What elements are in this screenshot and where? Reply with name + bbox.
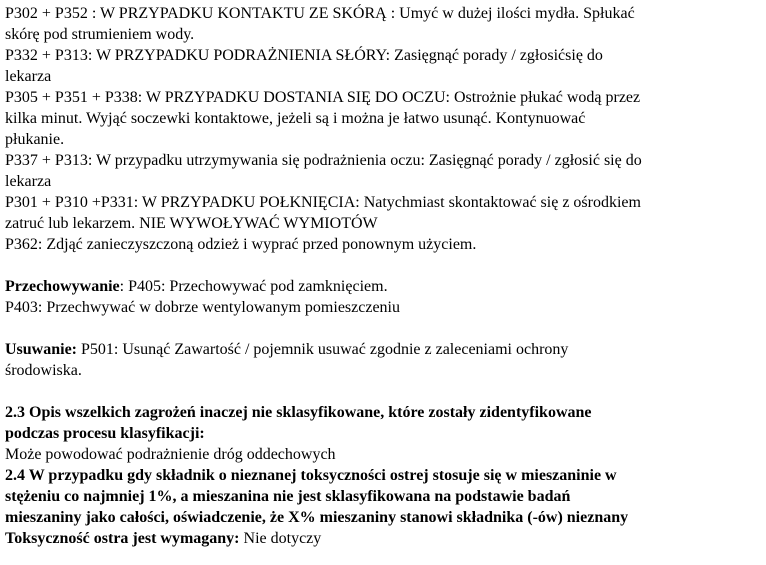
acute-toxicity-label: Toksyczność ostra jest wymagany:: [5, 530, 240, 547]
precaution-line: zatruć lub lekarzem. NIE WYWOŁYWAĆ WYMIOTÓW: [5, 215, 378, 232]
precaution-line: lekarza: [5, 68, 52, 85]
paragraph-gap: [5, 381, 761, 402]
precaution-line: P332 + P313: W PRZYPADKU PODRAŻNIENIA SŁÓRY: Zasięgnąć porady / zgłosićsię do: [5, 47, 603, 64]
precaution-line: P337 + P313: W przypadku utrzymywania się podrażnienia oczu: Zasięgnąć porady / zgłosić się do: [5, 152, 642, 169]
storage-block: [5, 276, 761, 318]
sds-document: [5, 3, 761, 549]
precaution-line: P302 + P352 : W PRZYPADKU KONTAKTU ZE SKÓRĄ : Umyć w dużej ilości mydła. Spłukać: [5, 5, 635, 22]
disposal-label: Usuwanie:: [5, 341, 78, 358]
section-2-3-heading: 2.3 Opis wszelkich zagrożeń inaczej nie sklasyfikowane, które zostały zidentyfikowane: [5, 404, 592, 421]
precaution-line: kilka minut. Wyjąć soczewki kontaktowe, jeżeli są i można je łatwo usunąć. Kontynuować: [5, 110, 586, 127]
section-2-4: [5, 465, 761, 549]
section-2-3-heading: podczas procesu klasyfikacji:: [5, 425, 205, 442]
storage-text: : P405: Przechowywać pod zamknięciem.: [119, 278, 388, 295]
precaution-line: skórę pod strumieniem wody.: [5, 26, 195, 43]
disposal-block: [5, 339, 761, 381]
precaution-line: P301 + P310 +P331: W PRZYPADKU POŁKNIĘCIA: Natychmiast skontaktować się z ośrodkiem: [5, 194, 641, 211]
storage-line-1: [5, 276, 761, 297]
paragraph-gap: [5, 255, 761, 276]
section-2-4-last-line: [5, 528, 761, 549]
precaution-line: P305 + P351 + P338: W PRZYPADKU DOSTANIA SIĘ DO OCZU: Ostrożnie płukać wodą przez: [5, 89, 641, 106]
disposal-text: P501: Usunąć Zawartość / pojemnik usuwać zgodnie z zaleceniami ochrony: [77, 341, 569, 358]
storage-line-2: P403: Przechwywać w dobrze wentylowanym pomieszczeniu: [5, 299, 400, 316]
section-2-4-heading: stężeniu co najmniej 1%, a mieszanina nie jest sklasyfikowana na podstawie badań: [5, 488, 571, 505]
disposal-line-1: [5, 339, 761, 360]
section-2-3: [5, 402, 761, 465]
section-2-3-text: Może powodować podrażnienie dróg oddechowych: [5, 446, 336, 463]
section-2-4-heading: 2.4 W przypadku gdy składnik o nieznanej toksyczności ostrej stosuje się w mieszaninie w: [5, 467, 617, 484]
disposal-line-2: środowiska.: [5, 362, 82, 379]
storage-label: Przechowywanie: [5, 278, 120, 295]
precautions-response-block: [5, 3, 761, 255]
paragraph-gap: [5, 318, 761, 339]
precaution-line: P362: Zdjąć zanieczyszczoną odzież i wyprać przed ponownym użyciem.: [5, 236, 477, 253]
acute-toxicity-value: Nie dotyczy: [239, 530, 322, 547]
precaution-line: płukanie.: [5, 131, 65, 148]
section-2-4-heading: mieszaniny jako całości, oświadczenie, że X% mieszaniny stanowi składnika (-ów) nieznany: [5, 509, 629, 526]
precaution-line: lekarza: [5, 173, 52, 190]
